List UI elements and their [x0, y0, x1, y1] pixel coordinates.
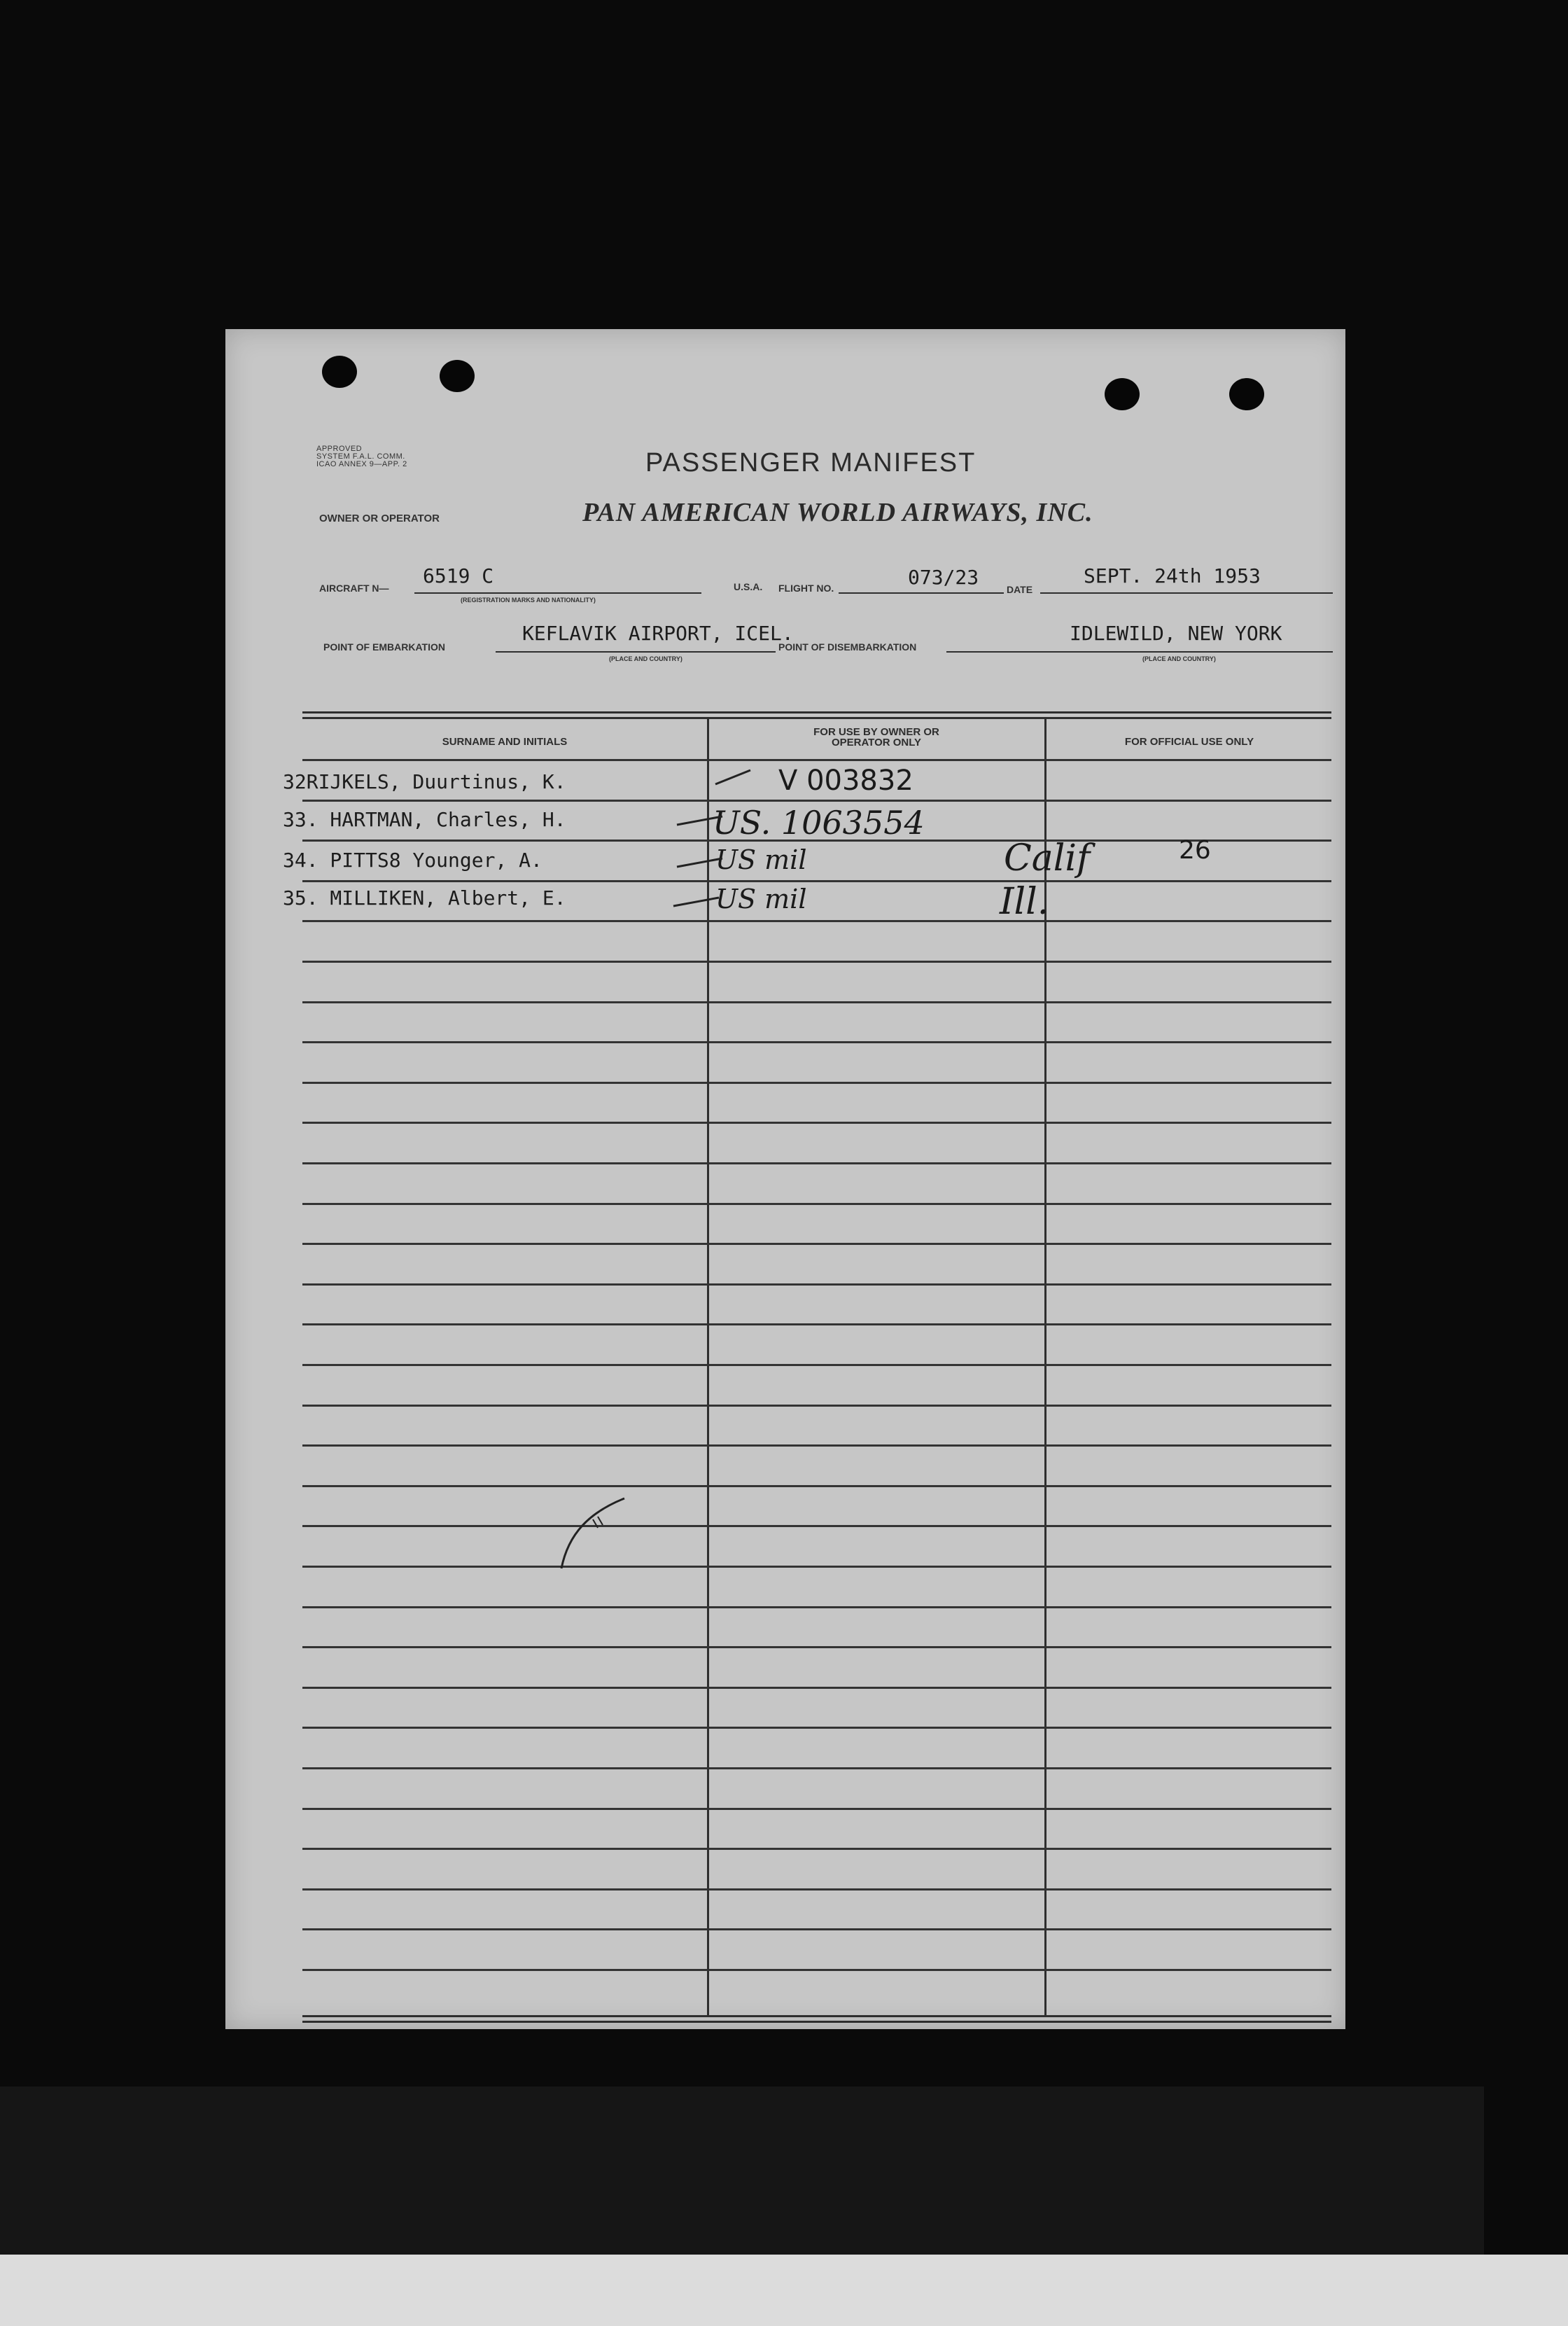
pen-strokes	[645, 763, 939, 924]
usa-label: U.S.A.	[734, 581, 763, 592]
owner-note: V 003832	[778, 765, 913, 797]
table-rule-line	[302, 1364, 1331, 1366]
disembarkation-underline	[946, 651, 1333, 653]
date-label: DATE	[1007, 584, 1033, 595]
aircraft-underline	[414, 592, 701, 594]
airline-name: PAN AMERICAN WORLD AIRWAYS, INC.	[582, 498, 1093, 527]
table-rule-line	[302, 1405, 1331, 1407]
official-note: Calif	[1004, 837, 1091, 879]
table-rule-line	[302, 1888, 1331, 1890]
embarkation-value: KEFLAVIK AIRPORT, ICEL.	[522, 622, 794, 645]
registration-note: (REGISTRATION MARKS AND NATIONALITY)	[461, 597, 596, 604]
table-rule-line	[302, 1808, 1331, 1810]
table-rule-line	[302, 1041, 1331, 1043]
table-rule-line	[302, 1162, 1331, 1164]
aircraft-value: 6519 C	[423, 564, 494, 587]
table-rule-line	[302, 1485, 1331, 1487]
table-rule-line	[302, 1767, 1331, 1769]
embarkation-underline	[496, 651, 776, 653]
table-rule-line	[302, 1566, 1331, 1568]
passenger-name: 32RIJKELS, Duurtinus, K.	[283, 770, 566, 793]
punch-hole	[440, 360, 475, 392]
owner-note: US mil	[715, 884, 807, 914]
manifest-paper	[225, 329, 1345, 2029]
table-rule-line	[302, 1082, 1331, 1084]
table-rule-line	[302, 1646, 1331, 1648]
table-rule-line	[302, 1687, 1331, 1689]
flight-label: FLIGHT NO.	[778, 583, 834, 594]
table-rule-line	[302, 1122, 1331, 1124]
table-rule-line	[302, 961, 1331, 963]
passenger-name: 35. MILLIKEN, Albert, E.	[283, 886, 566, 910]
flight-underline	[839, 592, 1004, 594]
disembarkation-value: IDLEWILD, NEW YORK	[1070, 622, 1282, 645]
passenger-name: 34. PITTS8 Younger, A.	[283, 849, 542, 872]
aircraft-label: AIRCRAFT N—	[319, 583, 389, 594]
table-rule-line	[302, 1323, 1331, 1325]
approval-line: ICAO ANNEX 9—APP. 2	[316, 460, 407, 468]
table-rule-line	[302, 1848, 1331, 1850]
page-title: PASSENGER MANIFEST	[645, 448, 976, 478]
margin-number: 26	[1179, 836, 1211, 865]
disembarkation-label: POINT OF DISEMBARKATION	[778, 641, 917, 653]
owner-note: US. 1063554	[713, 804, 925, 842]
table-rule-line	[302, 1283, 1331, 1286]
punch-hole	[1229, 378, 1264, 410]
table-rule-line	[302, 1727, 1331, 1729]
table-rule-line	[302, 1001, 1331, 1003]
passenger-name: 33. HARTMAN, Charles, H.	[283, 808, 566, 831]
table-rule-line	[302, 1928, 1331, 1930]
header-surname: SURNAME AND INITIALS	[442, 736, 568, 748]
owner-note: US mil	[715, 844, 807, 875]
punch-hole	[1105, 378, 1140, 410]
table-rule-line	[302, 1606, 1331, 1608]
table-rule-line	[302, 1243, 1331, 1245]
date-value: SEPT. 24th 1953	[1084, 564, 1261, 587]
scan-bottom-edge	[0, 2255, 1568, 2326]
table-rule-line	[302, 1203, 1331, 1205]
date-underline	[1040, 592, 1333, 594]
table-rule-line	[302, 1444, 1331, 1447]
table-rule-line	[302, 759, 1331, 761]
table-bottom-rule	[302, 2015, 1331, 2023]
pencil-tick	[554, 1484, 638, 1575]
embarkation-note: (PLACE AND COUNTRY)	[609, 655, 682, 662]
approval-line: APPROVED	[316, 445, 363, 453]
approval-note	[316, 445, 470, 468]
table-rule-line	[302, 1969, 1331, 1971]
scan-dark-band	[0, 2087, 1484, 2255]
embarkation-label: POINT OF EMBARKATION	[323, 641, 445, 653]
header-owner-use: FOR USE BY OWNER OR OPERATOR ONLY	[813, 726, 939, 748]
approval-line: SYSTEM F.A.L. COMM.	[316, 452, 405, 461]
table-rule-line	[302, 1525, 1331, 1527]
punch-hole	[322, 356, 357, 388]
disembarkation-note: (PLACE AND COUNTRY)	[1142, 655, 1216, 662]
official-note: Ill.	[1000, 881, 1049, 923]
flight-value: 073/23	[908, 566, 979, 589]
table-top-rule	[302, 711, 1331, 719]
header-official-use: FOR OFFICIAL USE ONLY	[1124, 736, 1254, 748]
owner-label: OWNER OR OPERATOR	[319, 513, 440, 524]
